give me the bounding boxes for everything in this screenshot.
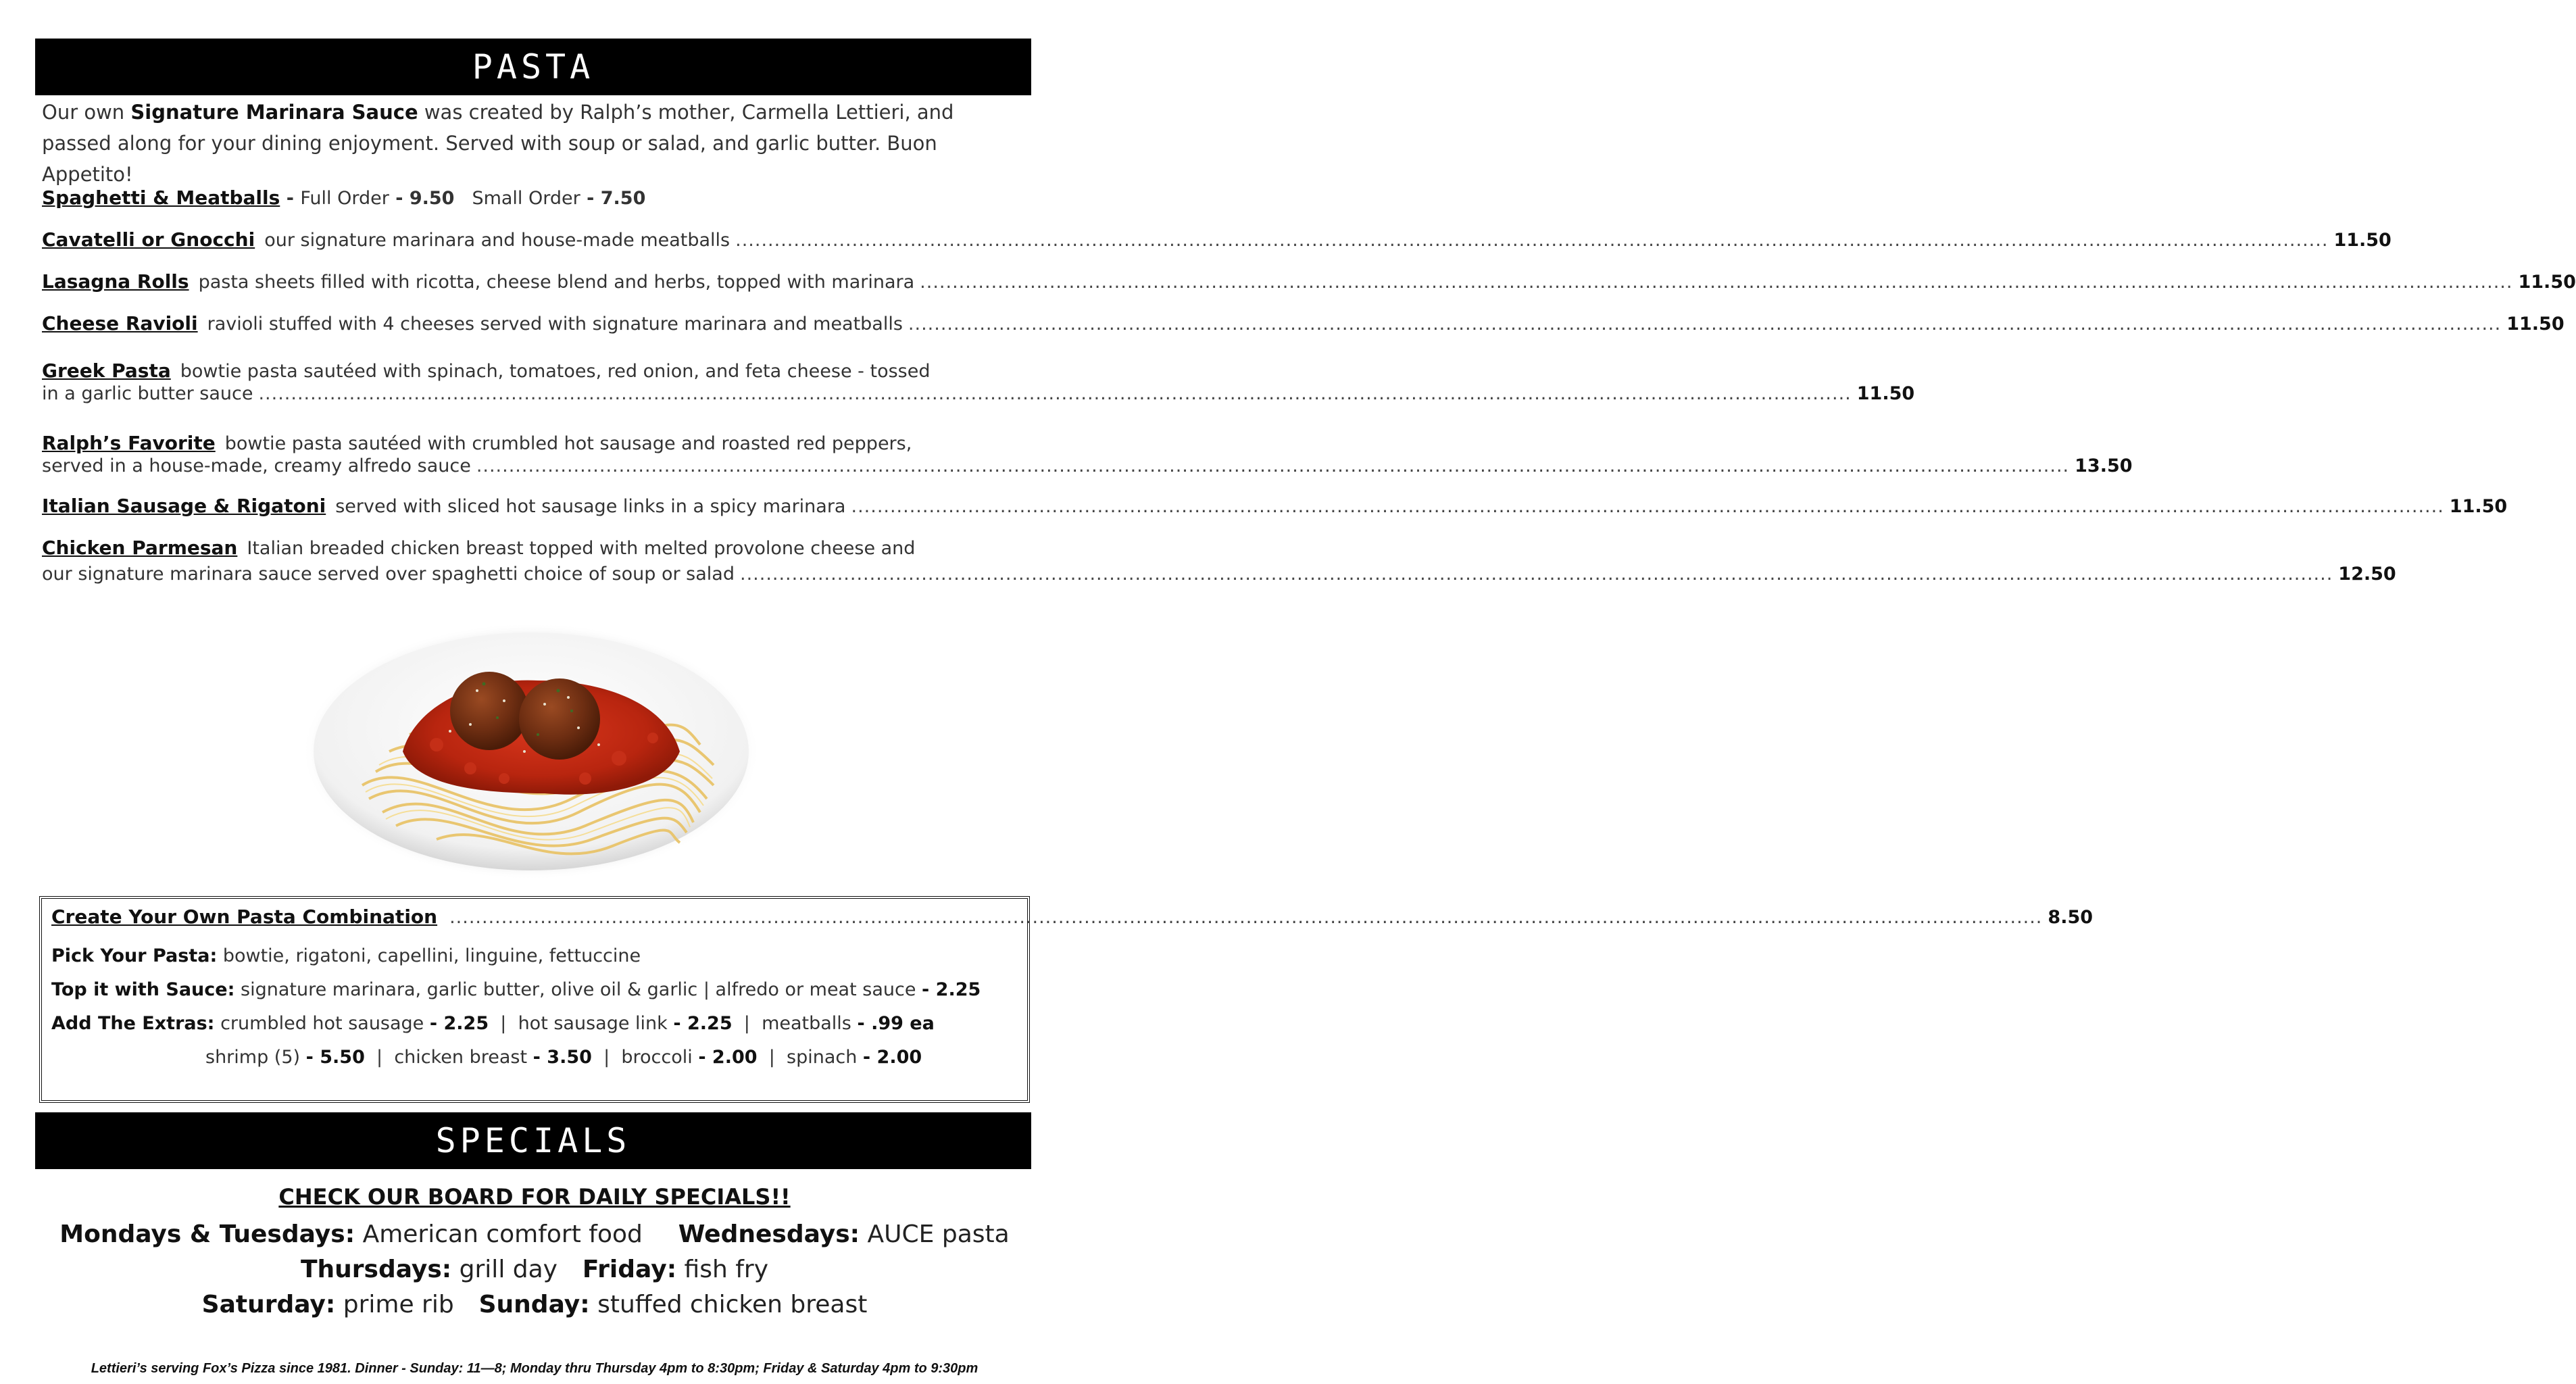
item-description: bowtie pasta sautéed with crumbled hot sausage and roasted red peppers,	[224, 433, 912, 454]
leader-dots	[920, 272, 2512, 293]
sauce-label: Top it with Sauce:	[51, 979, 235, 1000]
create-your-own-box	[39, 896, 2094, 1103]
extra-price: - 3.50	[532, 1047, 592, 1068]
menu-item-spaghetti-meatballs: Spaghetti & Meatballs - Full Order - 9.50 Small Order - 7.50	[42, 187, 646, 209]
extra-item: chicken breast	[394, 1047, 528, 1068]
leader-dots	[258, 382, 1851, 406]
item-description: Italian breaded chicken breast topped with melted provolone cheese and	[247, 538, 916, 559]
extras-line-1: Add The Extras: crumbled hot sausage - 2.25 | hot sausage link - 2.25 | meatballs - .99 ea	[51, 1013, 935, 1034]
sauce-options: signature marinara, garlic butter, olive oil & garlic | alfredo or meat sauce	[241, 979, 916, 1000]
thu-label: Thursdays:	[300, 1256, 452, 1283]
menu-item-cavatelli-gnocchi	[42, 228, 2392, 251]
sat-label: Saturday:	[201, 1291, 336, 1318]
small-order-price: 7.50	[600, 188, 646, 209]
leader-dots	[740, 559, 2333, 590]
item-price: 13.50	[2075, 455, 2133, 476]
item-price: 11.50	[2506, 314, 2565, 335]
item-description-line2: in a garlic butter sauce	[42, 383, 253, 404]
item-description: ravioli stuffed with 4 cheeses served with signature marinara and meatballs	[207, 314, 903, 335]
intro-signature-sauce: Signature Marinara Sauce	[130, 101, 418, 124]
extra-price: - 2.25	[673, 1013, 733, 1034]
extra-price: - 5.50	[305, 1047, 365, 1068]
sun-label: Sunday:	[478, 1291, 590, 1318]
item-price: 12.50	[2338, 564, 2396, 585]
leader-dots	[851, 496, 2444, 517]
specials-line-mon-wed	[0, 1220, 1069, 1248]
item-description-line2: served in a house-made, creamy alfredo sauce	[42, 455, 471, 476]
menu-item-greek-pasta	[42, 360, 1915, 406]
combo-title: Create Your Own Pasta Combination	[51, 906, 438, 928]
extra-price: - 2.25	[429, 1013, 489, 1034]
mon-tue-label: Mondays & Tuesdays:	[59, 1220, 355, 1248]
extra-item: meatballs	[762, 1013, 851, 1034]
fri-label: Friday:	[582, 1256, 677, 1283]
item-name: Ralph’s Favorite	[42, 432, 216, 454]
extra-item: hot sausage link	[518, 1013, 668, 1034]
extra-price: - .99 ea	[857, 1013, 935, 1034]
pick-pasta-line	[51, 939, 1018, 973]
pasta-intro	[42, 97, 1029, 190]
extra-item: spinach	[787, 1047, 858, 1068]
leader-dots	[735, 230, 2328, 251]
item-name: Lasagna Rolls	[42, 270, 189, 293]
specials-section-heading: SPECIALS	[35, 1112, 1031, 1169]
item-description: pasta sheets filled with ricotta, cheese blend and herbs, topped with marinara	[198, 272, 915, 293]
menu-item-cheese-ravioli	[42, 312, 2565, 335]
wed-value: AUCE pasta	[867, 1220, 1010, 1248]
intro-prefix: Our own	[42, 101, 125, 124]
item-price: 11.50	[1856, 383, 1915, 404]
extra-price: - 2.00	[698, 1047, 758, 1068]
leader-dots	[449, 907, 2042, 928]
specials-line-sat-sun	[0, 1291, 1069, 1318]
item-name: Italian Sausage & Rigatoni	[42, 495, 326, 517]
fri-value: fish fry	[684, 1256, 769, 1283]
item-description: served with sliced hot sausage links in a spicy marinara	[335, 496, 846, 517]
item-name: Cheese Ravioli	[42, 312, 198, 335]
extra-item: shrimp (5)	[205, 1047, 301, 1068]
small-order-label: Small Order	[472, 188, 580, 209]
wed-label: Wednesdays:	[678, 1220, 860, 1248]
item-name: Greek Pasta	[42, 360, 171, 382]
menu-item-italian-sausage-rigatoni	[42, 495, 2508, 517]
full-order-price: 9.50	[409, 188, 455, 209]
hours-footer: Lettieri’s serving Fox’s Pizza since 1981. Dinner - Sunday: 11—8; Monday thru Thursday 4pm to 8:30pm; Friday & Saturday 4pm to 9:30pm	[91, 1361, 979, 1376]
extra-price: - 2.00	[862, 1047, 922, 1068]
menu-item-ralphs-favorite	[42, 432, 2133, 478]
extras-line-2: shrimp (5) - 5.50 | chicken breast - 3.50 | broccoli - 2.00 | spinach - 2.00	[205, 1047, 922, 1068]
extra-item: broccoli	[621, 1047, 693, 1068]
item-name: Chicken Parmesan	[42, 537, 238, 559]
extras-label: Add The Extras:	[51, 1013, 215, 1034]
item-description: bowtie pasta sautéed with spinach, tomatoes, red onion, and feta cheese - tossed	[180, 361, 931, 382]
combo-price: 8.50	[2048, 907, 2094, 928]
item-price: 11.50	[2449, 496, 2508, 517]
full-order-label: Full Order	[300, 188, 389, 209]
item-description-line2: our signature marinara sauce served over spaghetti choice of soup or salad	[42, 564, 735, 585]
extra-item: crumbled hot sausage	[220, 1013, 424, 1034]
menu-item-chicken-parmesan	[42, 537, 2396, 590]
sauce-price: - 2.25	[922, 979, 981, 1000]
leader-dots	[476, 454, 2069, 478]
mon-tue-value: American comfort food	[362, 1220, 643, 1248]
spaghetti-meatballs-image	[301, 616, 761, 881]
pasta-options: bowtie, rigatoni, capellini, linguine, fettuccine	[222, 945, 641, 966]
item-name: Spaghetti & Meatballs	[42, 187, 280, 209]
item-price: 11.50	[2333, 230, 2392, 251]
board-notice: CHECK OUR BOARD FOR DAILY SPECIALS!!	[278, 1184, 791, 1210]
item-description: our signature marinara and house-made meatballs	[264, 230, 730, 251]
item-name: Cavatelli or Gnocchi	[42, 228, 255, 251]
specials-line-thu-fri	[0, 1256, 1069, 1283]
pasta-section-heading: PASTA	[35, 39, 1031, 95]
leader-dots	[908, 314, 2501, 335]
sun-value: stuffed chicken breast	[597, 1291, 868, 1318]
sauce-line	[51, 973, 1018, 1007]
pick-pasta-label: Pick Your Pasta:	[51, 945, 218, 966]
intro-rest: was created by Ralph’s mother, Carmella Lettieri, and passed along for your dining enjoyment. Served with soup or salad, and garlic butter. Buon Appetito!	[42, 101, 954, 186]
thu-value: grill day	[459, 1256, 558, 1283]
item-price: 11.50	[2518, 272, 2576, 293]
menu-item-lasagna-rolls	[42, 270, 2576, 293]
sat-value: prime rib	[343, 1291, 454, 1318]
